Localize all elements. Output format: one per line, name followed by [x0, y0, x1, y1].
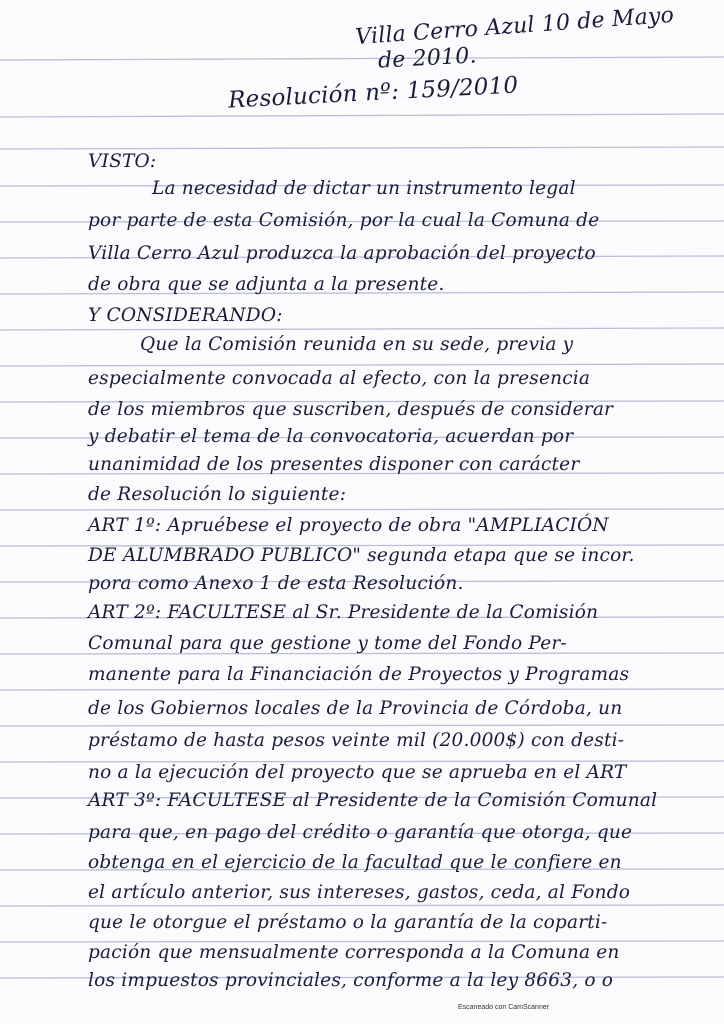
body-line: los impuestos provinciales, conforme a la ley 8663, o o	[88, 970, 614, 991]
body-line: especialmente convocada al efecto, con la presencia	[88, 368, 591, 389]
body-line: ART 3º: FACULTESE al Presidente de la Comisión Comunal	[88, 790, 658, 811]
body-line: de Resolución lo siguiente:	[88, 484, 347, 505]
body-line: Comunal para que gestione y tome del Fondo Per-	[88, 633, 567, 654]
resolution-number: Resolución nº: 159/2010	[227, 72, 519, 114]
body-line: que le otorgue el préstamo o la garantía de la coparti-	[88, 912, 608, 933]
place-date-line-1: Villa Cerro Azul 10 de Mayo	[354, 2, 675, 51]
body-line: La necesidad de dictar un instrumento legal	[152, 178, 576, 199]
body-line: por parte de esta Comisión, por la cual la Comuna de	[88, 210, 600, 231]
body-line: pora como Anexo 1 de esta Resolución.	[88, 573, 464, 594]
body-line: el artículo anterior, sus intereses, gastos, ceda, al Fondo	[88, 882, 631, 903]
body-line: Que la Comisión reunida en su sede, previa y	[140, 334, 574, 355]
body-line: manente para la Financiación de Proyectos y Programas	[88, 664, 630, 685]
body-line: obtenga en el ejercicio de la facultad que le confiere en	[88, 852, 622, 873]
place-date-line-2: de 2010.	[377, 43, 478, 74]
body-line: para que, en pago del crédito o garantía que otorga, que	[88, 822, 633, 843]
body-line: Villa Cerro Azul produzca la aprobación del proyecto	[88, 243, 596, 264]
body-line: de los Gobiernos locales de la Provincia de Córdoba, un	[88, 698, 623, 719]
body-line: DE ALUMBRADO PUBLICO" segunda etapa que se incor.	[88, 545, 635, 566]
body-line: y debatir el tema de la convocatoria, acuerdan por	[88, 426, 574, 447]
body-line: ART 1º: Apruébese el proyecto de obra "AMPLIACIÓN	[88, 515, 609, 536]
body-line: no a la ejecución del proyecto que se aprueba en el ART	[88, 762, 627, 783]
body-line: de los miembros que suscriben, después de considerar	[88, 399, 614, 420]
body-line: VISTO:	[88, 151, 157, 172]
body-line: de obra que se adjunta a la presente.	[88, 274, 445, 295]
body-line: préstamo de hasta pesos veinte mil (20.000$) con desti-	[88, 730, 625, 751]
body-line: Y CONSIDERANDO:	[88, 305, 283, 326]
body-line: pación que mensualmente corresponda a la Comuna en	[88, 942, 620, 963]
scanner-watermark: Escaneado con CamScanner	[458, 1004, 550, 1011]
body-line: unanimidad de los presentes disponer con carácter	[88, 454, 580, 475]
body-line: ART 2º: FACULTESE al Sr. Presidente de la Comisión	[88, 602, 599, 623]
